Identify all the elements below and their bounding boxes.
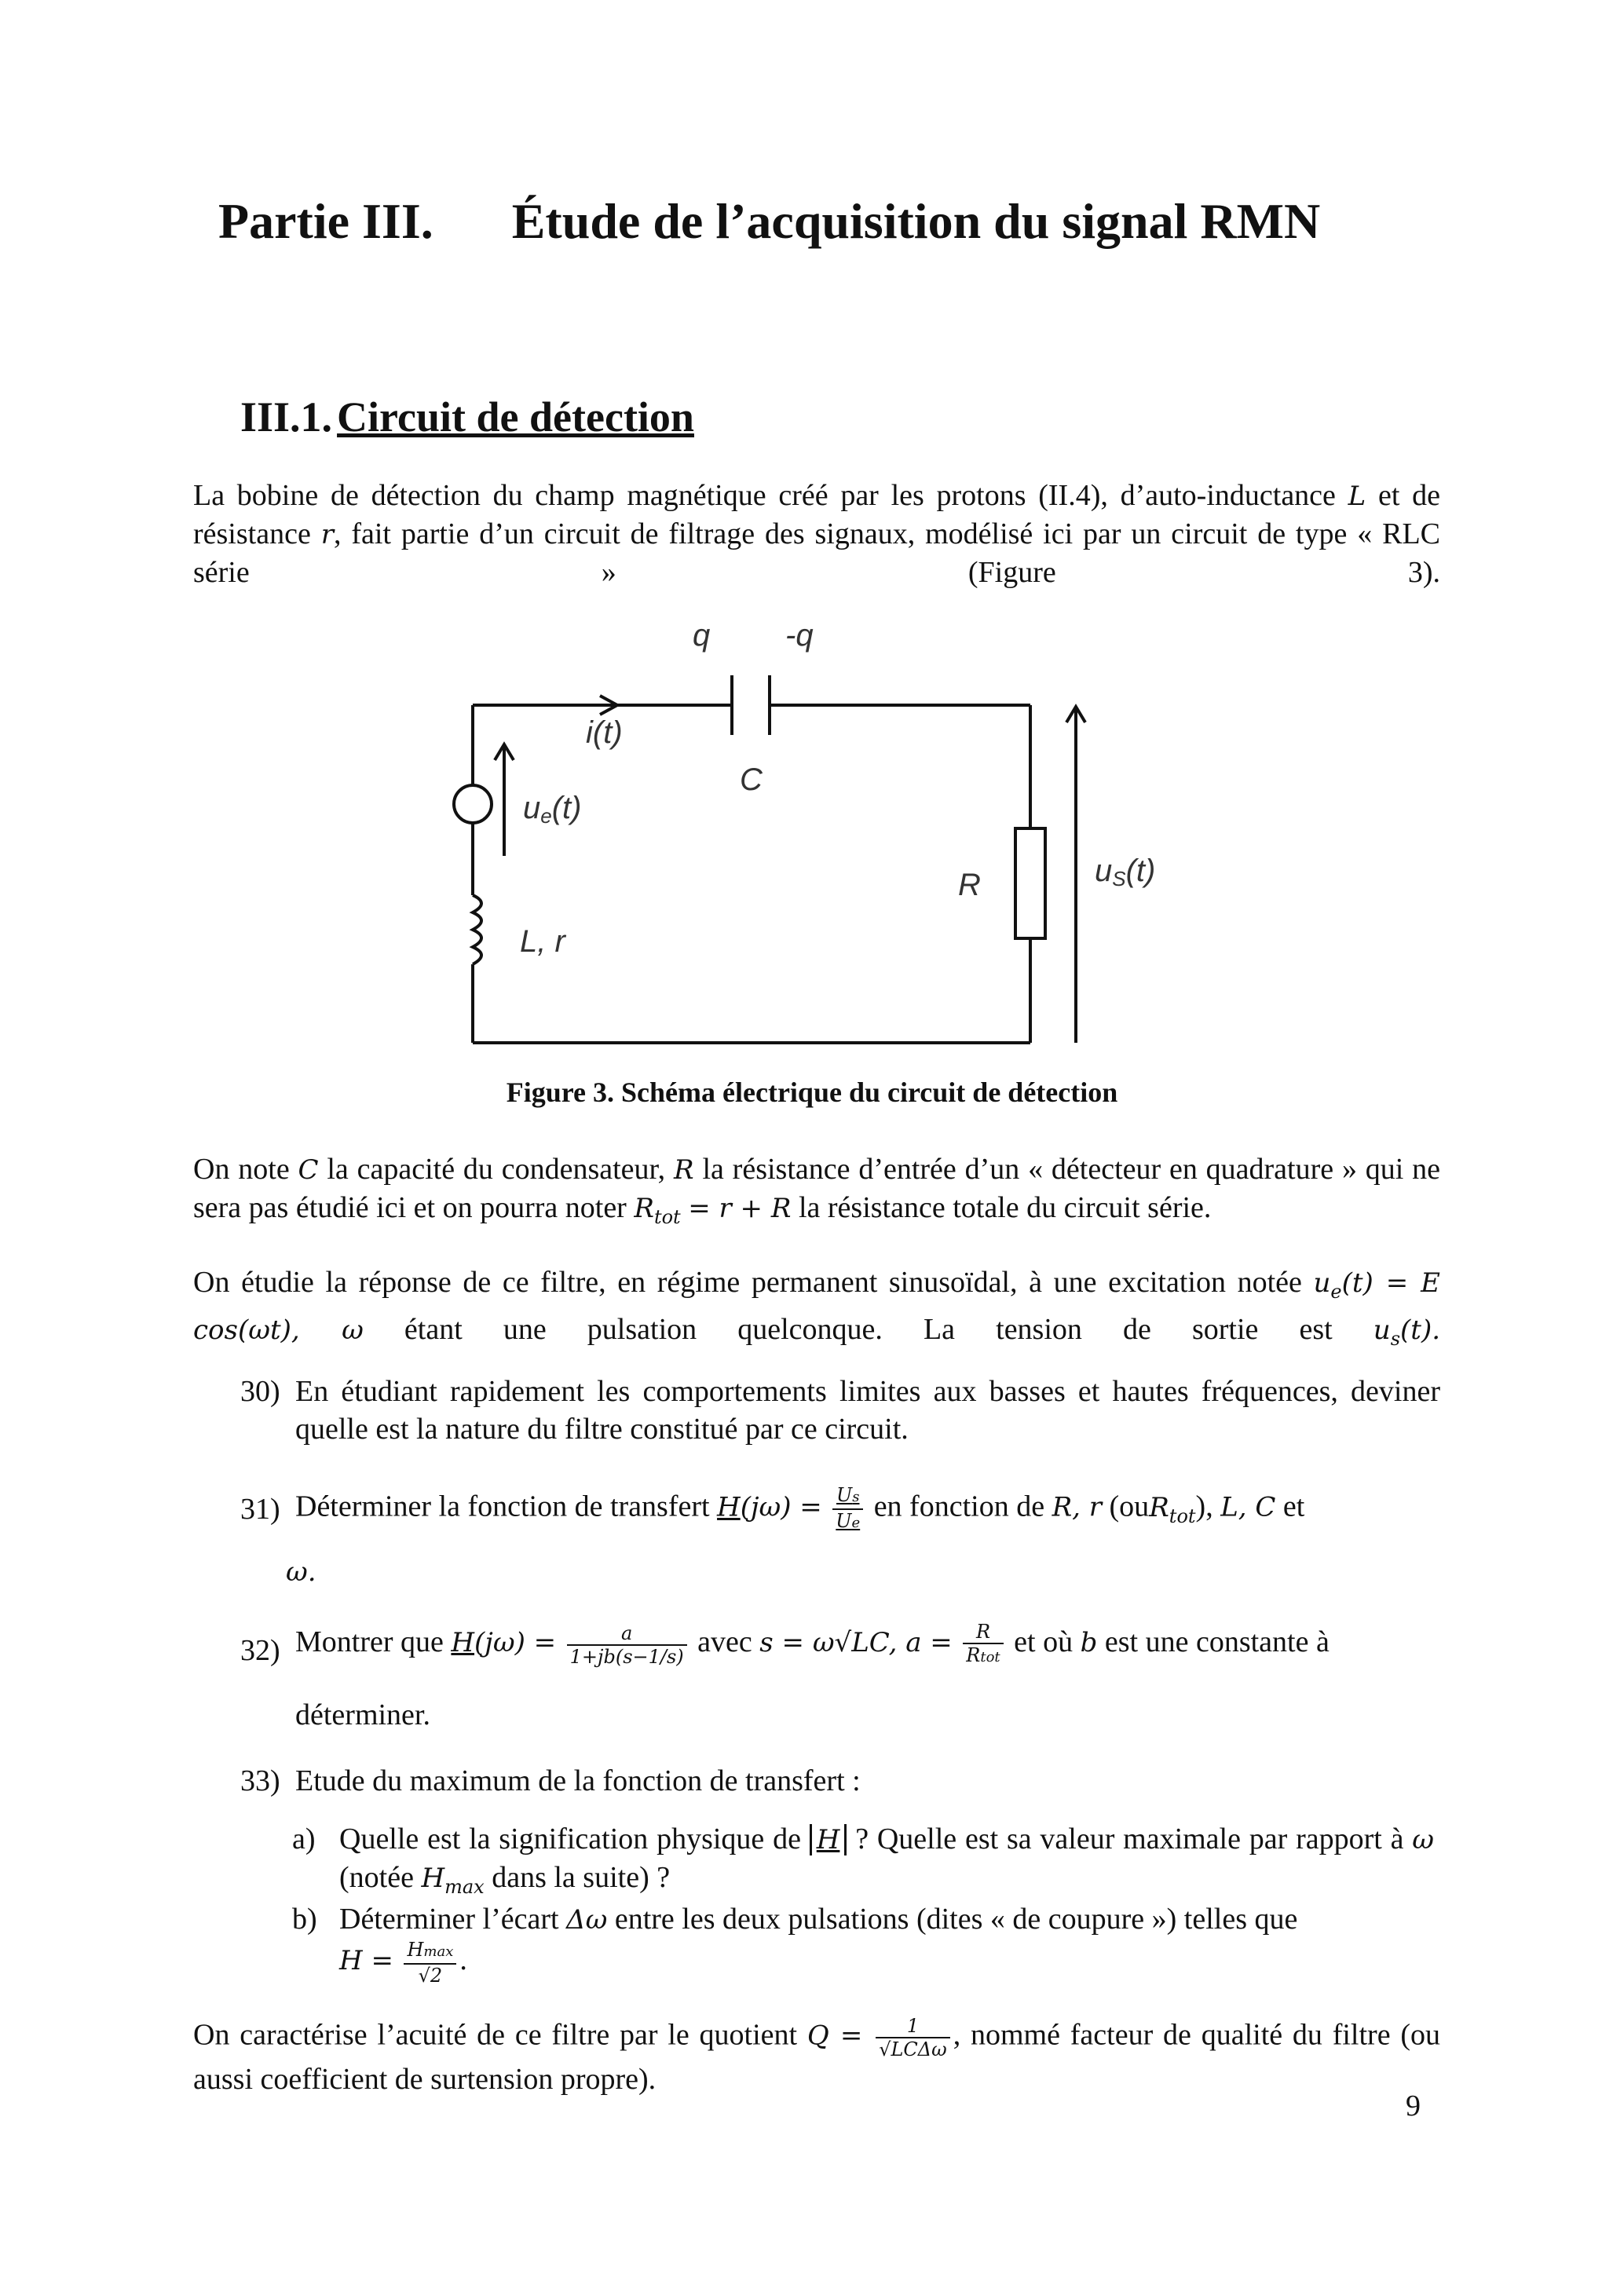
notes-p2-a: On étudie la réponse de ce filtre, en régime permanent sinusoïdal, à une excitation notée — [193, 1266, 1302, 1299]
label-inductor: L, r — [520, 924, 565, 959]
q33b-delta-omega: Δω — [566, 1904, 608, 1936]
question-30-text: En étudiant rapidement les comportements limites aux basses et hautes fréquences, deviner quelle est la nature du filtre constitué par ce circuit. — [295, 1375, 1440, 1446]
q31-Rtot: R — [1149, 1491, 1169, 1523]
q31-text-c: (ou — [1109, 1490, 1150, 1523]
q32-fraction — [567, 1622, 687, 1668]
q32-eq: (jω) = — [474, 1627, 557, 1659]
label-current: i(t) — [586, 715, 623, 750]
question-33a-label: a) — [292, 1823, 316, 1855]
question-31-text — [295, 1484, 1440, 1535]
question-32 — [240, 1621, 1440, 1738]
question-30-number: 30) — [240, 1375, 280, 1408]
q33b-text-1: Déterminer l’écart — [339, 1903, 559, 1936]
q31-frac-den: U — [836, 1510, 852, 1532]
question-33a — [292, 1820, 1440, 1899]
intro-text-1: La bobine de détection du champ magnétique créé par les protons (II.4), d’auto-inductance — [193, 479, 1336, 512]
question-33a-text — [339, 1820, 1434, 1906]
q32-text-a: Montrer que — [295, 1625, 444, 1659]
symbol-Rtot — [634, 1193, 681, 1228]
q32-a-den-sub: tot — [980, 1649, 1000, 1665]
label-ue — [523, 791, 581, 828]
question-30 — [240, 1373, 1440, 1451]
q33a-text-4: dans la suite) ? — [492, 1861, 671, 1894]
q32-text-d: est une constante à — [1104, 1625, 1330, 1659]
excitation-equation: (t) = E cos(ωt), ω — [193, 1267, 1441, 1346]
symbol-us-sub: s — [1390, 1328, 1401, 1350]
q32-a-num: R — [963, 1621, 1003, 1644]
q31-vars2: L, C — [1220, 1491, 1276, 1523]
q33b-text-2: entre les deux pulsations (dites « de coupure ») telles que — [614, 1903, 1298, 1936]
q33a-Hmax-sub: max — [444, 1876, 485, 1898]
symbol-R: R — [674, 1154, 694, 1186]
closing-text-b: , nommé facteur de qualité du filtre (ou aussi coefficient de surtension propre). — [193, 2018, 1441, 2096]
section-number: III.1. — [240, 393, 333, 441]
q31-text-d: ), — [1195, 1490, 1213, 1523]
q32-text-e: déterminer. — [295, 1698, 430, 1731]
notes-p1-d: la résistance totale du circuit série. — [798, 1191, 1212, 1224]
q33a-abs-H — [810, 1824, 847, 1855]
q31-Rtot-sub: tot — [1169, 1504, 1196, 1527]
q32-transfer-function — [451, 1627, 556, 1658]
symbol-ue-sub: e — [1330, 1281, 1342, 1303]
q32-frac-num: a — [567, 1622, 687, 1646]
closing-Q: Q = — [807, 2020, 863, 2052]
label-capacitor: C — [740, 762, 763, 797]
notes-p2-b: étant une pulsation quelconque. La tension de sortie est — [404, 1313, 1333, 1346]
part-title: Étude de l’acquisition du signal RMN — [511, 193, 1321, 249]
page-number: 9 — [1406, 2089, 1421, 2122]
q31-text-e: et — [1282, 1490, 1305, 1523]
q33a-text-1: Quelle est la signification physique de — [339, 1823, 801, 1855]
symbol-us — [1373, 1314, 1441, 1350]
symbol-Rtot-sub: tot — [653, 1206, 681, 1228]
voltage-source-icon — [454, 785, 492, 823]
label-ue-base: u — [523, 791, 541, 825]
question-31-number: 31) — [240, 1493, 280, 1526]
q31-transfer-function — [717, 1492, 822, 1523]
intro-text-2: et de résistance — [193, 479, 1440, 550]
q33b-frac-num-sub: max — [423, 1943, 454, 1960]
q33a-H: H — [816, 1824, 840, 1855]
question-33-text: Etude du maximum de la fonction de transfert : — [295, 1764, 861, 1797]
label-resistor: R — [958, 868, 981, 902]
q31-frac-num: U — [836, 1484, 853, 1506]
inductor-coil-icon — [473, 895, 481, 964]
section-heading — [240, 393, 694, 441]
part-label: Partie III. — [218, 193, 433, 249]
symbol-r: r — [320, 519, 334, 550]
q33a-Hmax: H — [421, 1863, 445, 1894]
label-us-t: (t) — [1125, 854, 1156, 888]
closing-fraction — [876, 2015, 950, 2060]
question-33 — [240, 1762, 1440, 1801]
closing-frac-den: √LCΔω — [879, 2038, 947, 2060]
question-33b-label: b) — [292, 1903, 317, 1936]
symbol-ue-base: u — [1313, 1267, 1331, 1299]
q32-s-def: s = ω√LC, a = — [759, 1627, 953, 1659]
section-title: Circuit de détection — [337, 393, 694, 441]
q32-a-fraction — [963, 1621, 1003, 1669]
q31-frac-num-sub: s — [852, 1489, 860, 1505]
q32-text-b: avec — [697, 1625, 752, 1659]
label-ue-sub: e — [540, 804, 552, 828]
symbol-Rtot-base: R — [634, 1193, 654, 1224]
q33b-end: . — [459, 1943, 467, 1977]
q32-H: H — [451, 1627, 475, 1659]
q31-H: H — [717, 1491, 741, 1523]
q32-a-den: R — [966, 1644, 981, 1666]
notes-p1-a: On note — [193, 1153, 290, 1186]
equation-Rtot: = r + R — [688, 1193, 792, 1224]
question-32-text — [295, 1621, 1440, 1669]
rlc-circuit-diagram — [440, 597, 1156, 1060]
q31-fraction — [832, 1484, 863, 1534]
q33a-omega: ω — [1412, 1824, 1435, 1855]
label-minus-q: -q — [785, 618, 814, 653]
label-us — [1095, 854, 1155, 890]
label-q: q — [693, 618, 711, 653]
q31-eq: (jω) = — [740, 1491, 822, 1523]
q32-b-var: b — [1080, 1627, 1098, 1659]
question-31 — [240, 1484, 1440, 1594]
q32-text-c: et où — [1014, 1625, 1074, 1659]
q31-vars: R, r — [1052, 1491, 1103, 1523]
q32-frac-den: 1+jb(s−1/s) — [569, 1645, 684, 1668]
question-33-number: 33) — [240, 1764, 280, 1797]
question-33b — [292, 1900, 1440, 1994]
closing-frac-num: 1 — [876, 2015, 950, 2038]
closing-text-a: On caractérise l’acuité de ce filtre par le quotient — [193, 2018, 798, 2052]
symbol-L: L — [1348, 481, 1366, 512]
notes-p1-c: la résistance d’entrée d’un « détecteur en quadrature » qui ne sera pas étudié ici et on pourra noter — [193, 1153, 1441, 1224]
page-title — [218, 192, 1320, 250]
label-ue-t: (t) — [551, 791, 582, 825]
question-32-number: 32) — [240, 1634, 280, 1667]
q33b-frac-num: H — [407, 1939, 424, 1961]
symbol-us-t: (t). — [1400, 1314, 1441, 1346]
q31-text-b: en fonction de — [873, 1490, 1045, 1523]
symbol-us-base: u — [1373, 1314, 1391, 1346]
q33a-text-2: ? Quelle est sa valeur maximale par rapport à — [855, 1823, 1404, 1855]
resistor-icon — [1015, 828, 1045, 938]
q31-text-a: Déterminer la fonction de transfert — [295, 1490, 710, 1523]
q33b-H: H = — [339, 1945, 393, 1977]
label-us-base: u — [1095, 854, 1113, 888]
intro-text-3: , fait partie d’un circuit de filtrage des signaux, modélisé ici par un circuit de type « RLC série » (Figure 3). — [193, 517, 1441, 589]
notes-p1-b: la capacité du condensateur, — [327, 1153, 666, 1186]
label-us-sub: S — [1112, 867, 1126, 890]
q33a-text-3: (notée — [339, 1861, 414, 1894]
q33b-fraction — [404, 1939, 456, 1987]
notes-paragraph-1 — [193, 1150, 1440, 1236]
closing-paragraph — [193, 2015, 1440, 2098]
question-33b-text — [339, 1900, 1434, 1987]
q33b-frac-den: √2 — [418, 1965, 443, 1987]
symbol-C: C — [298, 1154, 319, 1186]
q31-frac-den-sub: e — [851, 1515, 861, 1531]
q31-omega: ω. — [286, 1556, 316, 1588]
figure-caption: Figure 3. Schéma électrique du circuit de détection — [506, 1077, 1118, 1108]
